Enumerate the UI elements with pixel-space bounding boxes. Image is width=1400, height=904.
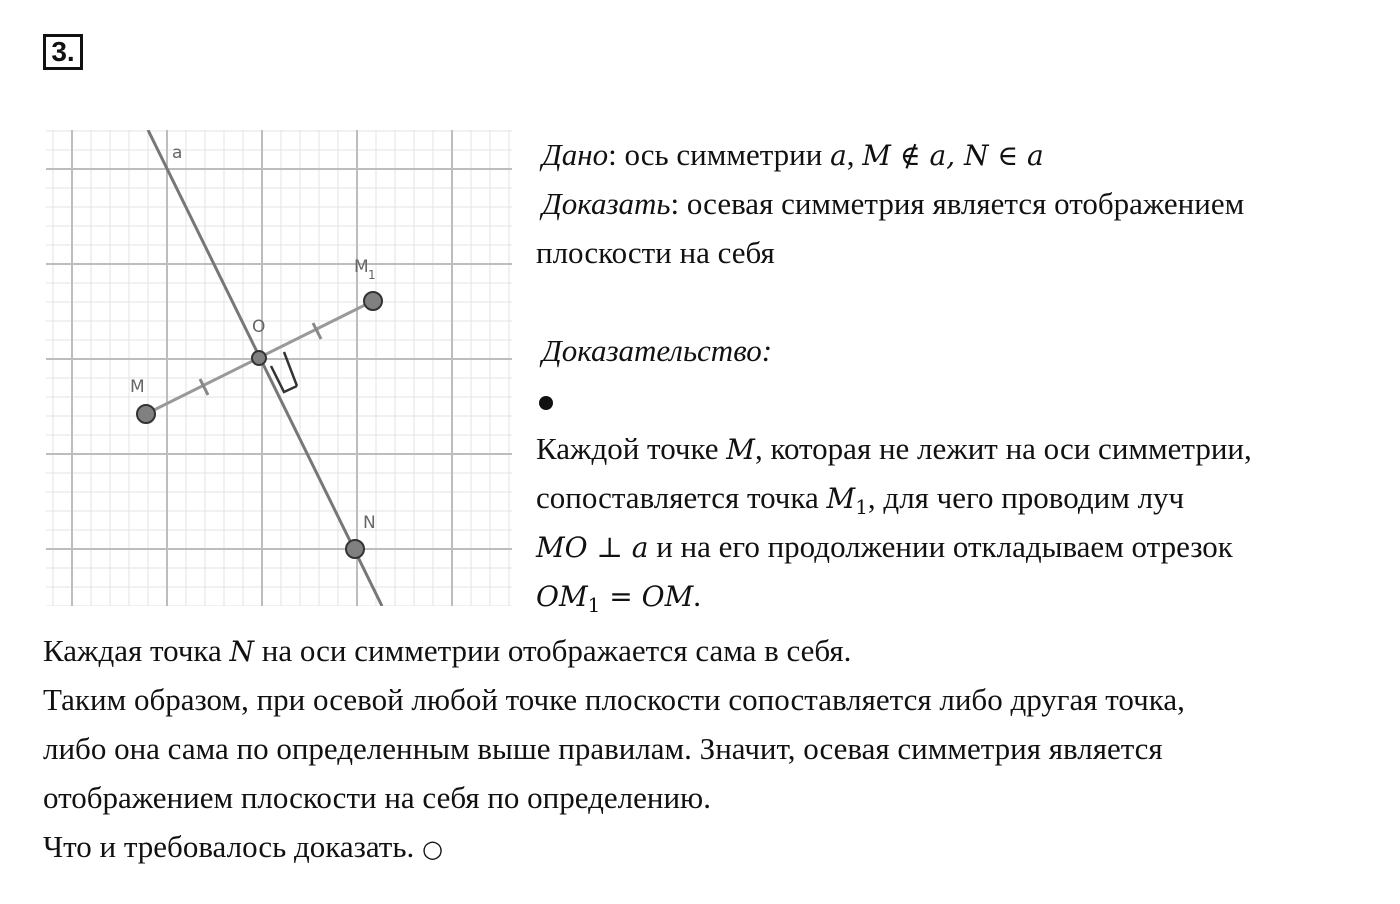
proof-l2-math-base: M — [826, 482, 856, 515]
right-text-column — [536, 130, 1252, 620]
qed-circle-icon: ○ — [422, 835, 443, 863]
proof-l1-math: M — [726, 433, 755, 466]
bottom-line-5 — [43, 822, 1185, 871]
proof-line-3 — [536, 522, 1252, 571]
proof-line-1 — [536, 424, 1252, 473]
label-o: O — [252, 317, 266, 337]
bottom-line-1 — [43, 626, 1185, 675]
proof-line-4 — [536, 571, 1252, 620]
bottom-l1-text-a: Каждая точка — [43, 633, 230, 668]
proof-l4-math — [536, 580, 694, 617]
bottom-l1-math: N — [229, 635, 255, 668]
prove-line-2: плоскости на себя — [536, 235, 775, 270]
point-m1 — [364, 292, 382, 310]
proof-l4-math-a: OM — [536, 580, 588, 613]
proof-l2-math — [826, 482, 868, 519]
proof-l1-text-a: Каждой точке — [536, 431, 727, 466]
given-separator: , — [846, 137, 863, 172]
bullet-line — [536, 375, 1252, 424]
proof-l3-text: и на его продолжении откладываем отрезок — [648, 529, 1233, 564]
label-m: M — [130, 377, 145, 397]
proof-l4-period: . — [693, 578, 701, 613]
given-math-points: M ∉ a, N ∈ a — [862, 139, 1044, 172]
bottom-line-2: Таким образом, при осевой любой точке плоскости сопоставляется либо другая точка, — [43, 682, 1185, 717]
point-o — [252, 351, 266, 365]
prove-label: Доказать — [542, 186, 671, 221]
bottom-line-3: либо она сама по определенным выше правилам. Значит, осевая симметрия является — [43, 731, 1163, 766]
proof-label: Доказательство: — [542, 333, 773, 368]
prove-text-1: : осевая симметрия является отображением — [670, 186, 1245, 221]
bottom-text-block — [43, 626, 1185, 871]
point-m — [137, 405, 155, 423]
given-line — [536, 130, 1252, 179]
prove-line-1 — [536, 179, 1252, 228]
proof-l2-math-sub: 1 — [855, 495, 868, 519]
bottom-line-4: отображением плоскости на себя по определению. — [43, 780, 711, 815]
right-angle-marker-outer — [284, 352, 297, 386]
proof-l3-math: MO ⊥ a — [536, 531, 649, 564]
minor-grid — [46, 130, 512, 606]
proof-l2-text-a: сопоставляется точка — [536, 480, 827, 515]
proof-l4-math-sub: 1 — [587, 593, 601, 617]
proof-l2-text-b: , для чего проводим луч — [867, 480, 1185, 515]
label-m1-subscript: 1 — [368, 268, 376, 282]
bullet-icon — [539, 396, 553, 410]
given-label: Дано — [542, 137, 609, 172]
task-number: 3. — [43, 34, 83, 70]
proof-heading — [536, 326, 1252, 375]
point-n — [346, 540, 364, 558]
proof-l1-text-b: , которая не лежит на оси симметрии, — [754, 431, 1252, 466]
blank-line — [536, 277, 1252, 326]
geometry-figure — [46, 130, 512, 606]
bottom-l5-text: Что и требовалось доказать. — [43, 829, 422, 864]
label-m1: M — [354, 257, 369, 277]
given-text: : ось симметрии — [608, 137, 831, 172]
axis-a-line — [148, 130, 382, 606]
bottom-l1-text-b: на оси симметрии отображается сама в себя. — [254, 633, 852, 668]
proof-l4-math-b: = OM — [600, 580, 694, 613]
label-n: N — [363, 513, 376, 533]
proof-line-2 — [536, 473, 1252, 522]
figure-svg — [46, 130, 512, 606]
label-axis-a: a — [172, 143, 183, 163]
given-math-axis: a — [830, 139, 847, 172]
major-grid — [46, 130, 512, 606]
